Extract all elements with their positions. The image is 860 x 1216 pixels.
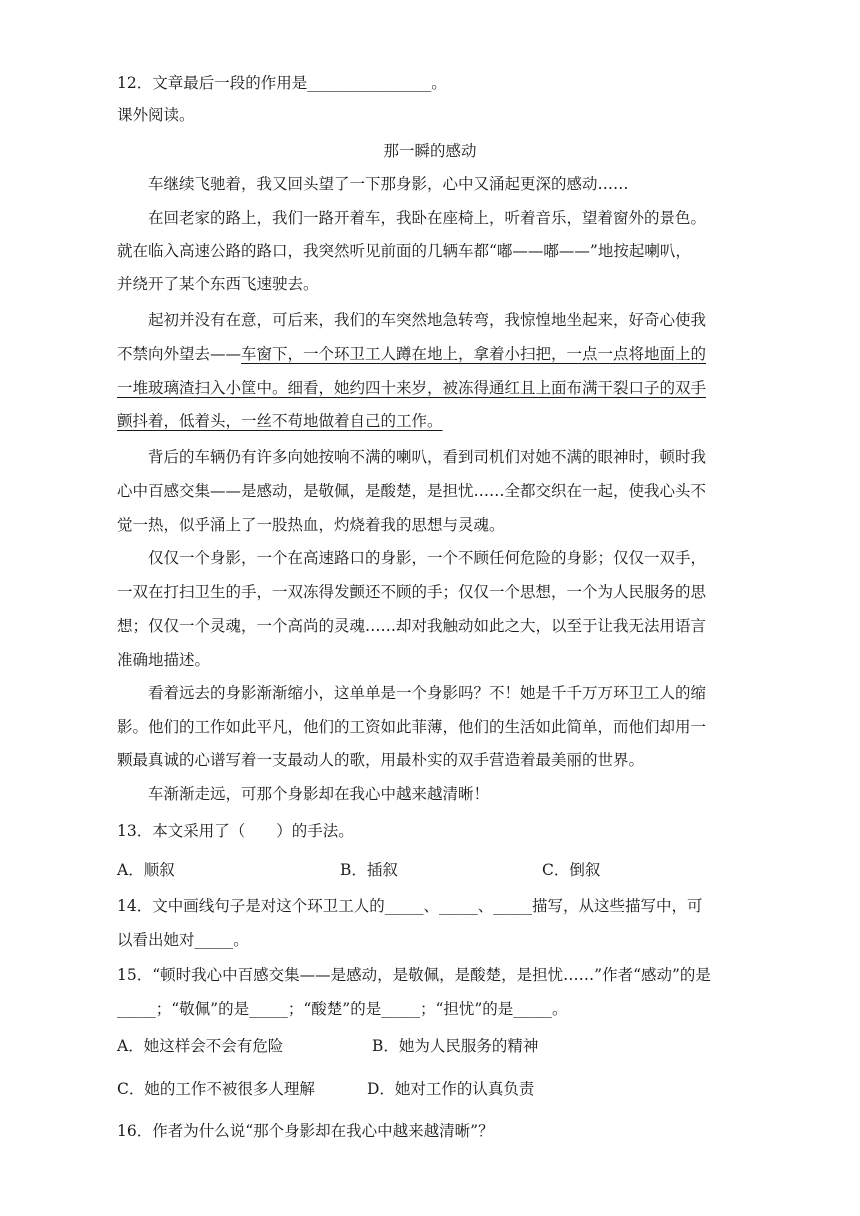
passage-para-1: 车继续飞驰着，我又回头望了一下那身影，心中又涌起更深的感动……: [148, 175, 629, 193]
passage-para-7: 车渐渐走远，可那个身影却在我心中越来越清晰！: [148, 785, 490, 803]
question-14-line-1: 14．文中画线句子是对这个环卫工人的_____、_____、_____描写，从这些描写中，可: [117, 897, 703, 915]
passage-para-2-line-3: 并绕开了某个东西飞速驶去。: [117, 275, 319, 293]
passage-para-6-line-2: 影。他们的工作如此平凡，他们的工资如此菲薄，他们的生活如此简单，而他们却用一: [117, 718, 707, 736]
passage-para-3-line-3: 一堆玻璃渣扫入小筐中。细看，她约四十来岁，被冻得通红且上面布满干裂口子的双手: [117, 379, 707, 397]
passage-para-5-line-2: 一双在打扫卫生的手，一双冻得发颤还不顾的手；仅仅一个思想，一个为人民服务的思: [117, 583, 707, 601]
passage-para-4-line-3: 觉一热，似乎涌上了一股热血，灼烧着我的思想与灵魂。: [117, 516, 505, 534]
option-15-a[interactable]: A．她这样会不会有危险: [117, 1037, 284, 1055]
option-13-c[interactable]: C．倒叙: [542, 861, 601, 879]
question-16: 16．作者为什么说“那个身影却在我心中越来越清晰”？: [117, 1122, 494, 1140]
passage-para-5-line-3: 想；仅仅一个灵魂，一个高尚的灵魂……却对我触动如此之大，以至于让我无法用语言: [117, 617, 707, 635]
question-12: 12．文章最后一段的作用是________________。: [117, 74, 447, 92]
passage-para-6-line-3: 颗最真诚的心谱写着一支最动人的歌，用最朴实的双手营造着最美丽的世界。: [117, 751, 645, 769]
question-14-line-2: 以看出她对_____。: [117, 931, 249, 949]
option-13-b[interactable]: B．插叙: [340, 861, 398, 879]
passage-para-4-line-1: 背后的车辆仍有许多向她按响不满的喇叭，看到司机们对她不满的眼神时，顿时我: [148, 448, 707, 466]
option-15-c[interactable]: C．她的工作不被很多人理解: [117, 1080, 315, 1098]
option-15-d[interactable]: D．她对工作的认真负责: [367, 1080, 535, 1098]
passage-para-2-line-1: 在回老家的路上，我们一路开着车，我卧在座椅上，听着音乐，望着窗外的景色。: [148, 209, 707, 227]
underlined-sentence: 车窗下，一个环卫工人蹲在地上，拿着小扫把，一点一点将地面上的: [241, 345, 707, 363]
passage-title: 那一瞬的感动: [383, 142, 477, 160]
question-15-line-1: 15．“顿时我心中百感交集——是感动，是敬佩，是酸楚，是担忧……”作者“感动”的是: [117, 966, 711, 984]
passage-text: 不禁向外望去——: [117, 345, 242, 363]
passage-para-3-line-2: [117, 343, 706, 365]
question-15-line-2: _____；“敬佩”的是_____；“酸楚”的是_____；“担忧”的是_____。: [117, 1000, 568, 1018]
passage-para-3-line-4: 颤抖着，低着头，一丝不苟地做着自己的工作。: [117, 412, 443, 430]
passage-para-2-line-2: 就在临入高速公路的路口，我突然听见前面的几辆车都“嘟——嘟——”地按起喇叭，: [117, 242, 691, 260]
passage-para-6-line-1: 看着远去的身影渐渐缩小，这单单是一个身影吗？不！她是千千万万环卫工人的缩: [148, 684, 707, 702]
passage-para-4-line-2: 心中百感交集——是感动，是敬佩，是酸楚，是担忧……全都交织在一起，使我心头不: [117, 482, 707, 500]
passage-para-5-line-1: 仅仅一个身影，一个在高速路口的身影，一个不顾任何危险的身影；仅仅一双手，: [148, 549, 707, 567]
passage-para-5-line-4: 准确地描述。: [117, 651, 211, 669]
section-label: 课外阅读。: [117, 106, 195, 124]
option-13-a[interactable]: A．顺叙: [117, 861, 175, 879]
passage-para-3-line-1: 起初并没有在意，可后来，我们的车突然地急转弯，我惊惶地坐起来，好奇心使我: [148, 311, 707, 329]
question-13: 13．本文采用了（ ）的手法。: [117, 822, 354, 840]
option-15-b[interactable]: B．她为人民服务的精神: [372, 1037, 539, 1055]
